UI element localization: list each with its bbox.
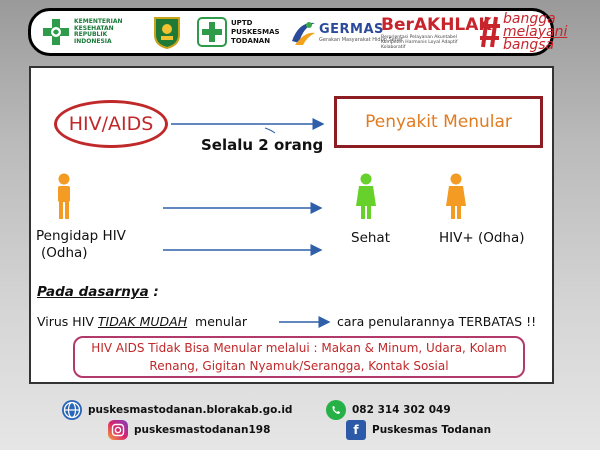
blora-crest bbox=[151, 15, 183, 49]
berakhlak-logo bbox=[381, 15, 492, 50]
footer-facebook[interactable] bbox=[346, 420, 491, 440]
virus-statement bbox=[37, 314, 247, 329]
cara-penularan-text: cara penularannya TERBATAS !! bbox=[337, 314, 537, 329]
bangga-melayani-logo bbox=[479, 10, 568, 53]
content-card bbox=[29, 66, 554, 384]
facebook-icon: f bbox=[346, 420, 366, 440]
penyakit-menular-box: Penyakit Menular bbox=[334, 96, 543, 148]
website-text: puskesmastodanan.blorakab.go.id bbox=[88, 404, 293, 416]
puskesmas-line: PUSKESMAS bbox=[231, 27, 280, 36]
instagram-icon bbox=[108, 420, 128, 440]
germas-swirl-icon bbox=[289, 17, 317, 47]
pengidap-hiv: Pengidap HIV bbox=[36, 228, 126, 244]
pengidap-odha: (Odha) bbox=[41, 245, 88, 261]
tidak-mudah-text: TIDAK MUDAH bbox=[97, 314, 188, 329]
logo-header bbox=[28, 8, 568, 56]
globe-icon bbox=[62, 400, 82, 420]
menular-text: menular bbox=[187, 314, 248, 329]
bangga-line: bangga bbox=[503, 10, 556, 27]
facebook-text: Puskesmas Todanan bbox=[372, 424, 492, 436]
kemenkes-line: KESEHATAN bbox=[74, 24, 114, 32]
footer-instagram[interactable] bbox=[108, 420, 270, 440]
berakhlak-title: BerAKHLAK bbox=[381, 14, 492, 35]
person-icon-sehat bbox=[356, 174, 376, 220]
pada-dasarnya-colon: : bbox=[148, 284, 159, 300]
puskesmas-line: TODANAN bbox=[231, 36, 271, 45]
hiv-aids-ellipse: HIV/AIDS bbox=[54, 100, 168, 148]
selalu-label: Selalu 2 orang bbox=[201, 136, 324, 154]
hashtag-icon bbox=[479, 15, 501, 49]
germas-title: GERMAS bbox=[319, 21, 384, 37]
kemenkes-line: INDONESIA bbox=[74, 37, 112, 45]
puskesmas-cross-icon bbox=[197, 17, 227, 47]
person-icon-hiv-plus bbox=[446, 174, 466, 220]
whatsapp-icon bbox=[326, 400, 346, 420]
pengidap-label bbox=[36, 228, 126, 262]
footer-website[interactable] bbox=[62, 400, 292, 420]
pada-dasarnya-heading bbox=[37, 284, 159, 300]
puskesmas-logo bbox=[197, 17, 280, 47]
virus-prefix: Virus HIV bbox=[37, 314, 98, 329]
instagram-text: puskesmastodanan198 bbox=[134, 424, 271, 436]
bangga-line: melayani bbox=[503, 23, 568, 40]
person-icon-pengidap bbox=[58, 174, 70, 220]
germas-subtitle: Gerakan Masyarakat Hidup Sehat bbox=[319, 36, 403, 43]
berakhlak-subtitle: Berorientasi Pelayanan Akuntabel Kompeten Harmonis Loyal Adaptif Kolaboratif bbox=[381, 34, 458, 50]
hiv-plus-label: HIV+ (Odha) bbox=[439, 230, 525, 246]
kemenkes-line: KEMENTERIAN bbox=[74, 18, 123, 25]
pada-dasarnya-text: Pada dasarnya bbox=[37, 284, 149, 300]
blora-crest-icon bbox=[151, 15, 183, 49]
sehat-label: Sehat bbox=[351, 230, 390, 246]
whatsapp-text: 082 314 302 049 bbox=[352, 404, 451, 416]
footer-whatsapp[interactable] bbox=[326, 400, 451, 420]
puskesmas-line: UPTD bbox=[231, 18, 253, 27]
arrow-tick-mark bbox=[265, 128, 275, 133]
diagram-graphics bbox=[31, 68, 552, 382]
kemenkes-icon bbox=[41, 17, 71, 47]
bangga-line: bangsa bbox=[503, 36, 555, 53]
kemenkes-logo bbox=[41, 17, 123, 47]
warning-box: HIV AIDS Tidak Bisa Menular melalui : Makan & Minum, Udara, Kolam Renang, Gigitan Nyamuk/Serangga, Kontak Sosial bbox=[73, 336, 525, 378]
kemenkes-line: REPUBLIK bbox=[74, 31, 108, 38]
